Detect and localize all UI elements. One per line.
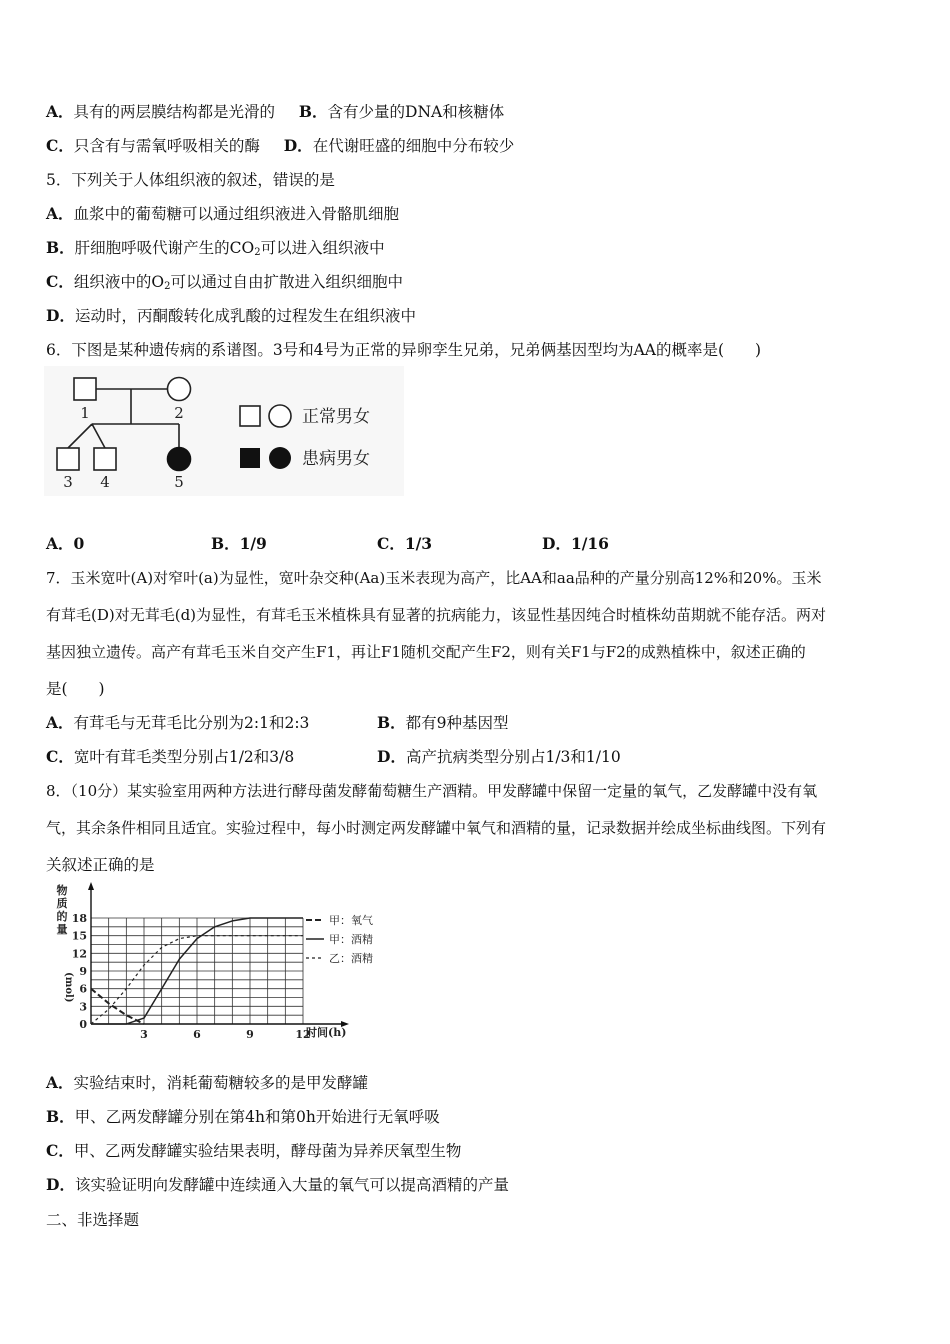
q5-option-a-letter: A． bbox=[46, 204, 74, 223]
pedigree-background bbox=[44, 366, 404, 496]
q8-stem-line-3: 关叙述正确的是 bbox=[46, 856, 155, 874]
q4-option-d-text: 在代谢旺盛的细胞中分布较少 bbox=[312, 137, 515, 155]
q7-option-d bbox=[377, 747, 621, 767]
q5-option-c-text-pre: 组织液中的O bbox=[73, 273, 165, 291]
pedigree-individual-4 bbox=[94, 448, 116, 470]
legend-label-2: 甲：酒精 bbox=[329, 933, 373, 946]
q4-option-d-letter: D． bbox=[283, 136, 313, 155]
q5-option-c-letter: C． bbox=[46, 272, 74, 291]
q5-option-c-sub: 2 bbox=[164, 281, 171, 292]
pedigree-label-3: 3 bbox=[63, 473, 73, 491]
q4-option-c-letter: C． bbox=[46, 136, 74, 155]
q7-option-c bbox=[46, 747, 294, 767]
q5-option-a-text: 血浆中的葡萄糖可以通过组织液进入骨骼肌细胞 bbox=[73, 205, 400, 223]
pedigree-label-4: 4 bbox=[100, 473, 110, 491]
q6-option-c-text: 1/3 bbox=[404, 534, 433, 553]
q6-option-d-text: 1/16 bbox=[570, 534, 609, 553]
q7-stem-line-2: 有茸毛(D)对无茸毛(d)为显性，有茸毛玉米植株具有显著的抗病能力，该显性基因纯合时植株幼苗期就不能存活。两对 bbox=[46, 606, 827, 624]
chart-y-axis-label bbox=[57, 883, 75, 1003]
q8-stem-line-2: 气，其余条件相同且适宜。实验过程中，每小时测定两发酵罐中氧气和酒精的量，记录数据并绘成坐标曲线图。下列有 bbox=[46, 819, 827, 837]
x-tick-label: 9 bbox=[246, 1028, 254, 1041]
chart-legend bbox=[306, 913, 373, 965]
x-tick-label: 6 bbox=[193, 1028, 201, 1041]
chart-grid bbox=[91, 918, 303, 1024]
pedigree-individual-2 bbox=[168, 378, 191, 401]
q7-option-b bbox=[377, 713, 508, 733]
pedigree-individual-1 bbox=[74, 378, 96, 400]
q5-option-d bbox=[46, 306, 416, 326]
y-tick-label: 3 bbox=[79, 1000, 87, 1014]
pedigree-chart bbox=[44, 366, 404, 496]
q8-option-b bbox=[46, 1107, 440, 1127]
q4-row-ab bbox=[46, 102, 504, 122]
q5-option-b-sub: 2 bbox=[254, 247, 261, 258]
q8-option-c-letter: C． bbox=[46, 1141, 74, 1160]
legend-normal-male-icon bbox=[240, 406, 260, 426]
q8-option-a-letter: A． bbox=[46, 1073, 74, 1092]
pedigree-label-1: 1 bbox=[80, 404, 90, 422]
section-2-heading: 二、非选择题 bbox=[46, 1211, 140, 1229]
q7-stem-line-3: 基因独立遗传。高产有茸毛玉米自交产生F1，再让F1随机交配产生F2，则有关F1与F2的成熟植株中，叙述正确的 bbox=[46, 643, 806, 661]
chart-ticks bbox=[72, 912, 311, 1041]
q7-option-a-letter: A． bbox=[46, 713, 74, 732]
q4-option-b-letter: B． bbox=[298, 102, 328, 121]
q5-option-b bbox=[46, 238, 385, 263]
y-tick-label: 0 bbox=[79, 1018, 87, 1031]
legend-normal-label: 正常男女 bbox=[302, 407, 370, 427]
q6-option-d-letter: D． bbox=[542, 534, 571, 553]
q7-option-b-letter: B． bbox=[377, 713, 406, 732]
q7-option-d-letter: D． bbox=[377, 747, 406, 766]
q8-option-b-letter: B． bbox=[46, 1107, 75, 1126]
legend-label-1: 甲：氧气 bbox=[329, 914, 373, 927]
q8-stem-line-1: 8．（10分）某实验室用两种方法进行酵母菌发酵葡萄糖生产酒精。甲发酵罐中保留一定量的氧气，乙发酵罐中没有氧 bbox=[46, 782, 818, 800]
q4-row-cd bbox=[46, 136, 514, 156]
q6-option-b bbox=[211, 534, 267, 554]
legend-affected-male-icon bbox=[240, 448, 260, 468]
y-axis-label-text: 物质的量 bbox=[56, 884, 68, 936]
q6-stem: 6．下图是某种遗传病的系谱图。3号和4号为正常的异卵孪生兄弟，兄弟俩基因型均为AA的概率是( ) bbox=[46, 341, 762, 359]
q5-option-c bbox=[46, 272, 403, 297]
q6-option-c bbox=[377, 534, 432, 554]
q7-option-b-text: 都有9种基因型 bbox=[405, 714, 509, 732]
q7-option-a-text: 有茸毛与无茸毛比分别为2:1和2:3 bbox=[73, 714, 310, 732]
q8-option-a-text: 实验结束时，消耗葡萄糖较多的是甲发酵罐 bbox=[73, 1074, 369, 1092]
q8-option-d bbox=[46, 1175, 509, 1195]
y-tick-label: 12 bbox=[71, 947, 87, 961]
q7-option-c-letter: C． bbox=[46, 747, 74, 766]
q6-option-a-letter: A． bbox=[46, 534, 74, 553]
y-tick-label: 15 bbox=[71, 929, 87, 943]
legend-normal-female-icon bbox=[269, 405, 291, 427]
q6-option-d bbox=[542, 534, 609, 554]
y-tick-label: 18 bbox=[71, 912, 87, 925]
q4-option-c-text: 只含有与需氧呼吸相关的酶 bbox=[73, 137, 260, 155]
q5-option-b-text-post: 可以进入组织液中 bbox=[260, 239, 385, 257]
q4-option-a-letter: A． bbox=[46, 102, 74, 121]
y-axis-unit-text: (mol) bbox=[63, 972, 74, 1003]
q6-option-a-text: 0 bbox=[73, 534, 85, 553]
q5-option-b-text-pre: 肝细胞呼吸代谢产生的CO bbox=[74, 239, 255, 257]
x-tick-label: 12 bbox=[295, 1028, 311, 1041]
q8-option-c-text: 甲、乙两发酵罐实验结果表明，酵母菌为异养厌氧型生物 bbox=[73, 1142, 462, 1160]
q8-option-b-text: 甲、乙两发酵罐分别在第4h和第0h开始进行无氧呼吸 bbox=[74, 1108, 440, 1126]
q7-stem-line-4: 是( ) bbox=[46, 680, 105, 698]
y-tick-label: 6 bbox=[79, 982, 87, 996]
pedigree-label-2: 2 bbox=[174, 404, 184, 422]
q6-option-a bbox=[46, 534, 84, 554]
legend-affected-female-icon bbox=[269, 447, 291, 469]
q5-option-c-text-post: 可以通过自由扩散进入组织细胞中 bbox=[170, 273, 403, 291]
q7-option-d-text: 高产抗病类型分别占1/3和1/10 bbox=[405, 748, 621, 766]
q7-option-c-text: 宽叶有茸毛类型分别占1/2和3/8 bbox=[73, 748, 295, 766]
q7-option-a bbox=[46, 713, 309, 733]
pedigree-label-5: 5 bbox=[174, 473, 184, 491]
legend-affected-label: 患病男女 bbox=[302, 449, 370, 469]
q8-option-a bbox=[46, 1073, 368, 1093]
fermentation-chart bbox=[44, 880, 404, 1050]
q4-option-a-text: 具有的两层膜结构都是光滑的 bbox=[73, 103, 276, 121]
chart-axes bbox=[88, 882, 349, 1027]
q8-option-d-text: 该实验证明向发酵罐中连续通入大量的氧气可以提高酒精的产量 bbox=[74, 1176, 509, 1194]
q6-option-c-letter: C． bbox=[377, 534, 405, 553]
q7-stem-line-1: 7．玉米宽叶(A)对窄叶(a)为显性，宽叶杂交种(Aa)玉米表现为高产，比AA和aa品种的产量分别高12%和20%。玉米 bbox=[46, 569, 822, 587]
pedigree-individual-5 bbox=[168, 448, 191, 471]
q5-stem: 5．下列关于人体组织液的叙述，错误的是 bbox=[46, 171, 335, 189]
q5-option-d-letter: D． bbox=[46, 306, 75, 325]
q8-option-d-letter: D． bbox=[46, 1175, 75, 1194]
legend-label-3: 乙：酒精 bbox=[329, 952, 373, 965]
q6-option-b-text: 1/9 bbox=[239, 534, 267, 553]
chart-x-axis-label: 时间(h) bbox=[306, 1026, 347, 1039]
y-tick-label: 9 bbox=[79, 965, 87, 978]
pedigree-individual-3 bbox=[57, 448, 79, 470]
q5-option-d-text: 运动时，丙酮酸转化成乳酸的过程发生在组织液中 bbox=[74, 307, 416, 325]
x-tick-label: 3 bbox=[140, 1028, 148, 1041]
q8-option-c bbox=[46, 1141, 461, 1161]
q6-option-b-letter: B． bbox=[211, 534, 240, 553]
q5-option-b-letter: B． bbox=[46, 238, 75, 257]
q5-option-a bbox=[46, 204, 399, 224]
y-axis-arrow bbox=[88, 882, 94, 890]
q4-option-b-text: 含有少量的DNA和核糖体 bbox=[327, 103, 505, 121]
